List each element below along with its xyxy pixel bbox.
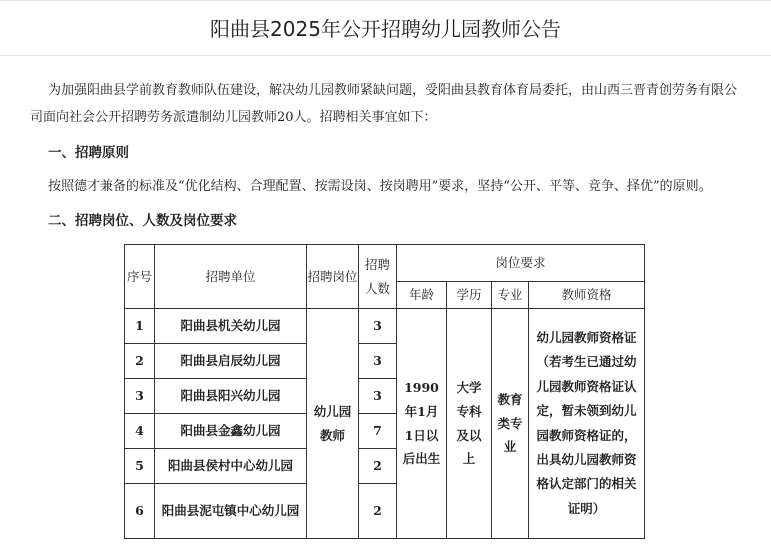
row-seq: 4 [125,414,155,449]
section2-heading: 二、招聘岗位、人数及岗位要求 [48,213,237,229]
shared-age: 1990年1月1日以后出生 [397,309,447,539]
row-count: 2 [359,484,397,539]
row-seq: 5 [125,449,155,484]
header-major: 专业 [492,282,529,309]
shared-qualification: 幼儿园教师资格证（若考生已通过幼儿园教师资格证认定，暂未领到幼儿园教师资格证的，出具幼儿园教师资格认定部门的相关证明） [529,309,645,539]
table-row [125,309,645,344]
shared-major: 教育类专业 [492,309,529,539]
row-unit: 阳曲县侯村中心幼儿园 [155,449,307,484]
header-education: 学历 [447,282,492,309]
row-count: 3 [359,309,397,344]
header-requirements: 岗位要求 [397,245,645,282]
row-count: 2 [359,449,397,484]
row-unit: 阳曲县阳兴幼儿园 [155,379,307,414]
row-unit: 阳曲县金鑫幼儿园 [155,414,307,449]
shared-education: 大学专科及以上 [447,309,492,539]
shared-position: 幼儿园教师 [307,309,359,539]
header-position: 招聘岗位 [307,245,359,309]
section1-body: 按照德才兼备的标准及“优化结构、合理配置、按需设岗、按岗聘用”要求，坚持“公开、平等、竞争、择优”的原则。 [48,179,712,194]
row-seq: 3 [125,379,155,414]
row-seq: 2 [125,344,155,379]
header-qualification: 教师资格 [529,282,645,309]
intro-paragraph-line2: 司面向社会公开招聘劳务派遣制幼儿园教师20人。招聘相关事宜如下： [30,110,437,125]
row-count: 3 [359,379,397,414]
title-bar [0,0,771,56]
row-unit: 阳曲县启辰幼儿园 [155,344,307,379]
row-unit: 阳曲县机关幼儿园 [155,309,307,344]
row-seq: 6 [125,484,155,539]
row-unit: 阳曲县泥屯镇中心幼儿园 [155,484,307,539]
header-seq: 序号 [125,245,155,309]
recruitment-table [124,244,645,539]
row-seq: 1 [125,309,155,344]
row-count: 7 [359,414,397,449]
intro-paragraph-line1: 为加强阳曲县学前教育教师队伍建设，解决幼儿园教师紧缺问题，受阳曲县教育体育局委托，由山西三晋青创劳务有限公 [48,83,738,98]
header-age: 年龄 [397,282,447,309]
header-count: 招聘人数 [359,245,397,309]
header-unit: 招聘单位 [155,245,307,309]
page-title: 阳曲县2025年公开招聘幼儿园教师公告 [210,17,561,41]
section1-heading: 一、招聘原则 [48,145,129,161]
row-count: 3 [359,344,397,379]
